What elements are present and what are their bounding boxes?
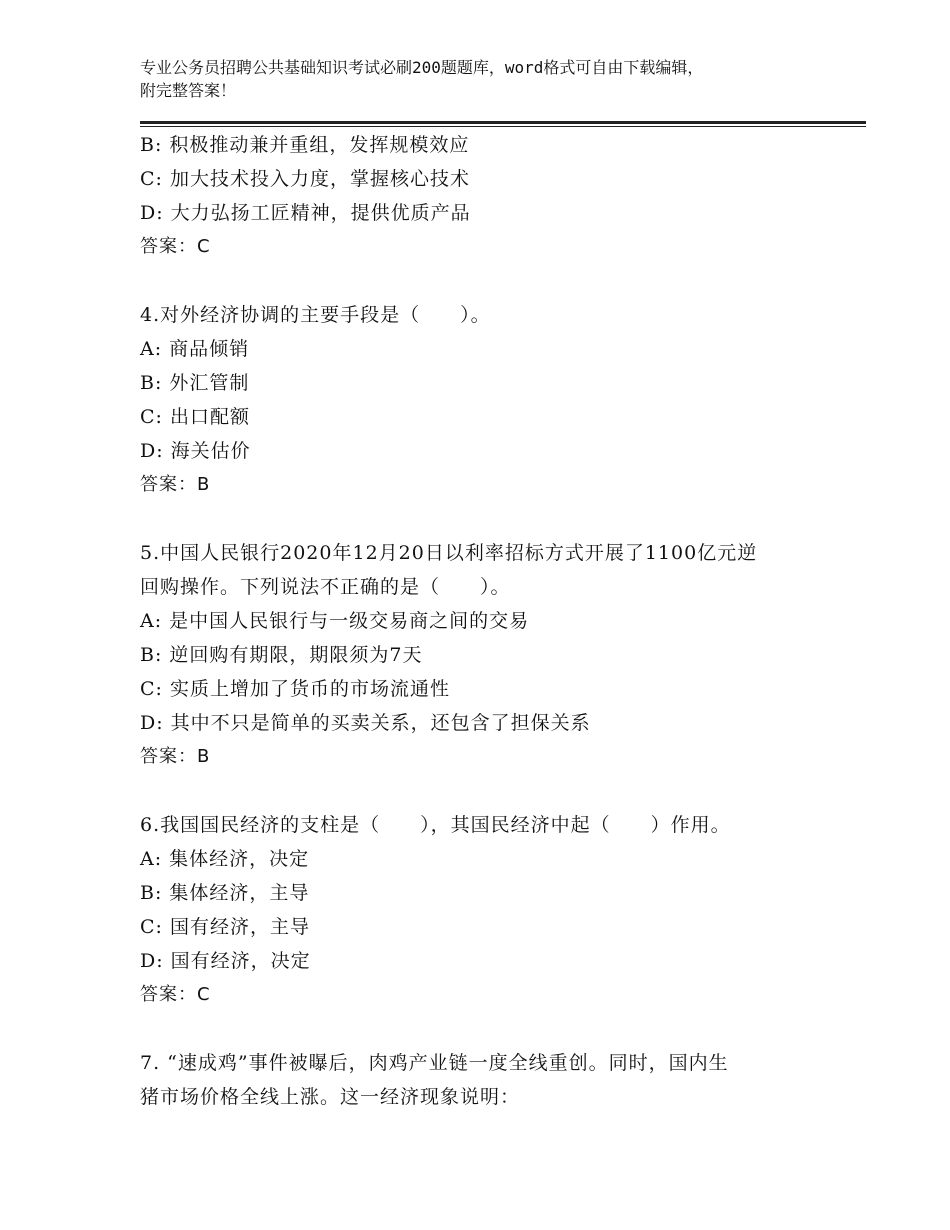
option-d: D: 其中不只是简单的买卖关系，还包含了担保关系: [140, 712, 591, 734]
header-divider-thick: [140, 121, 866, 124]
answer-label: 答案：B: [140, 474, 211, 495]
option-a: A: 是中国人民银行与一级交易商之间的交易: [140, 610, 530, 632]
answer-label: 答案：C: [140, 236, 211, 257]
question-5-block: [140, 536, 860, 774]
question-text: 6.我国国民经济的支柱是（ ），其国民经济中起（ ）作用。: [140, 814, 731, 836]
answer-label: 答案：B: [140, 746, 211, 767]
answer-label: 答案：C: [140, 984, 211, 1005]
header-line-2: 附完整答案！: [140, 81, 237, 100]
prev-question-block: [140, 128, 860, 264]
question-text-continued: 猪市场价格全线上涨。这一经济现象说明：: [140, 1086, 521, 1108]
option-d: D: 海关估价: [140, 440, 251, 462]
option-c: C: 国有经济，主导: [140, 916, 310, 938]
question-content: [140, 128, 860, 1114]
question-text: 5.中国人民银行2020年12月20日以利率招标方式开展了1100亿元逆: [140, 542, 758, 564]
header-divider-thin: [140, 126, 866, 127]
option-d: D: 大力弘扬工匠精神，提供优质产品: [140, 202, 471, 224]
option-a: A: 商品倾销: [140, 338, 250, 360]
option-b: B: 积极推动兼并重组，发挥规模效应: [140, 134, 470, 156]
option-b: B: 集体经济，主导: [140, 882, 310, 904]
option-c: C: 加大技术投入力度，掌握核心技术: [140, 168, 470, 190]
option-b: B: 逆回购有期限，期限须为7天: [140, 644, 423, 666]
document-header: [140, 56, 840, 102]
option-c: C: 实质上增加了货币的市场流通性: [140, 678, 450, 700]
question-7-block: [140, 1046, 860, 1114]
question-text: 4.对外经济协调的主要手段是（ ）。: [140, 304, 491, 326]
option-a: A: 集体经济，决定: [140, 848, 310, 870]
option-b: B: 外汇管制: [140, 372, 250, 394]
question-text: 7. “速成鸡”事件被曝后，肉鸡产业链一度全线重创。同时，国内生: [140, 1052, 729, 1074]
question-4-block: [140, 298, 860, 502]
option-c: C: 出口配额: [140, 406, 250, 428]
question-6-block: [140, 808, 860, 1012]
question-text-continued: 回购操作。下列说法不正确的是（ ）。: [140, 576, 511, 598]
header-line-1: 专业公务员招聘公共基础知识考试必刷200题题库，word格式可自由下载编辑，: [140, 58, 704, 77]
option-d: D: 国有经济，决定: [140, 950, 311, 972]
